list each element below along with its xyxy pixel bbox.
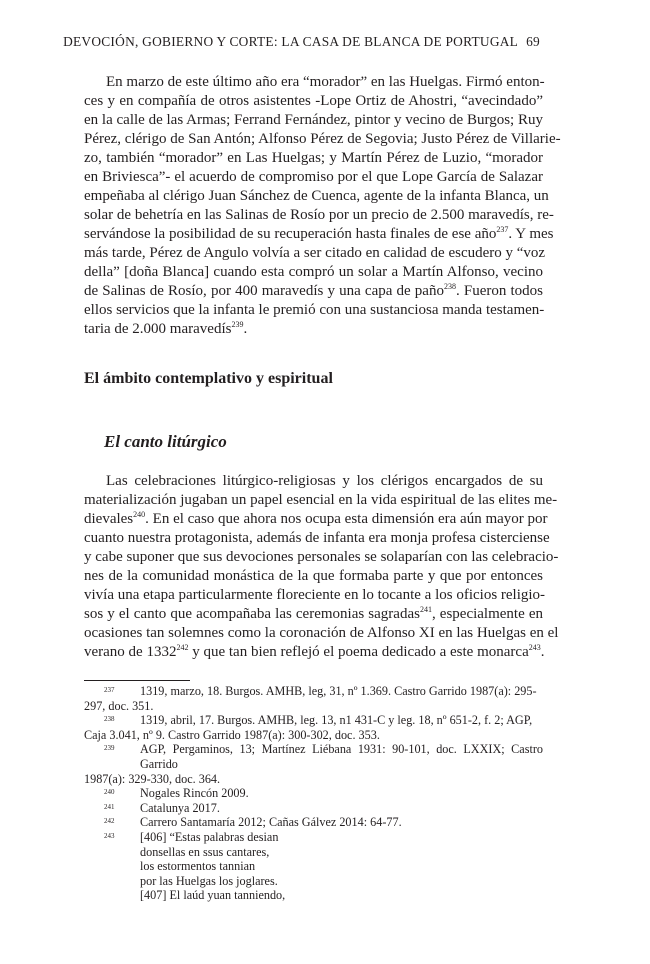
footnote-text: 1319, marzo, 18. Burgos. AMHB, leg, 31, nº 1.369. Castro Garrido 1987(a): 295-: [140, 684, 537, 698]
text-line: dievales$^{240}$. En el caso que ahora nos ocupa esta dimensión era aún mayor por: [84, 510, 548, 527]
text-line: verano de 1332$^{242}$ y que tan bien reflejó el poema dedicado a este monarca$^{243}$.: [84, 643, 545, 660]
footnote-number: 237: [104, 686, 115, 694]
footnote: [84, 742, 543, 786]
footnote-text: Carrero Santamaría 2012; Cañas Gálvez 2014: 64-77.: [140, 815, 402, 830]
footnote-number: 240: [104, 788, 115, 797]
footnote-number: 238: [104, 715, 115, 724]
text-line: zo, también “morador” en Las Huelgas; y Martín Pérez de Luzio, “morador: [84, 150, 543, 166]
text-line: cuanto nuestra protagonista, además de infanta era monja profesa cisterciense: [84, 530, 550, 546]
paragraph-2: [84, 472, 559, 662]
footnote: [84, 801, 543, 816]
footnote-ref[interactable]: 241: [419, 605, 432, 614]
poem-line: por las Huelgas los joglares.: [140, 873, 278, 888]
page-number: 69: [526, 34, 540, 49]
footnote: [84, 815, 543, 830]
text-line: y cabe suponer que sus devociones personales se solaparían con las celebracio-: [84, 549, 559, 565]
footnote-ref[interactable]: 239: [231, 320, 244, 329]
text-line: ces y en compañía de otros asistentes -Lope Ortiz de Ahostri, “avecindado”: [84, 93, 543, 109]
text-line: Las celebraciones litúrgico-religiosas y los clérigos encargados de su: [106, 473, 543, 489]
text-line: de Salinas de Rosío, por 400 maravedís y una capa de paño$^{238}$. Fueron todos: [84, 282, 543, 299]
text-line: empeñaba al clérigo Juan Sánchez de Cuenca, agente de la infanta Blanca, un: [84, 188, 549, 204]
poem-line: los estormentos tannian: [140, 859, 256, 874]
footnote-text: Catalunya 2017.: [140, 800, 220, 815]
footnote-text: Nogales Rincón 2009.: [140, 786, 249, 801]
footnote: [84, 713, 543, 742]
footnote-text: 297, doc. 351.: [84, 698, 154, 713]
text-line: sos y el canto que acompañaba las ceremonias sagradas$^{241}$, especialmente en: [84, 605, 543, 622]
footnote-text: Caja 3.041, nº 9. Castro Garrido 1987(a): 300-302, doc. 353.: [84, 727, 380, 742]
footnotes: [84, 684, 543, 903]
poem-line: donsellas en ssus cantares,: [140, 844, 270, 859]
footnote-ref[interactable]: 238: [443, 282, 456, 291]
footnote-divider: [84, 680, 190, 681]
text-line: En marzo de este último año era “morador” en las Huelgas. Firmó enton-: [106, 74, 545, 90]
footnote-text: 1319, abril, 17. Burgos. AMHB, leg. 13, n1 431-C y leg. 18, nº 651-2, f. 2; AGP,: [140, 713, 533, 728]
footnote-text: AGP, Pergaminos, 13; Martínez Liébana 1931: 90-101, doc. LXXIX; Castro Garrido: [140, 742, 543, 771]
text-line: solar de behetría en las Salinas de Rosío por un precio de 2.500 maravedís, re-: [84, 207, 554, 223]
poem-excerpt: [84, 845, 543, 903]
footnote: [84, 684, 543, 713]
footnote-ref[interactable]: 237: [496, 225, 509, 234]
running-header-title: DEVOCIÓN, GOBIERNO Y CORTE: LA CASA DE BLANCA DE PORTUGAL: [63, 34, 519, 49]
text-line: servándose la posibilidad de su recuperación hasta finales de ese año$^{237}$. Y mes: [84, 225, 554, 242]
subsection-heading: El canto litúrgico: [104, 432, 227, 451]
text-line: materialización jugaban un papel esencial en la vida espiritual de las elites me-: [84, 492, 558, 508]
text-line: della” [doña Blanca] cuando esta compró un solar a Martín Alfonso, vecino: [84, 264, 543, 280]
text-line: vivía una etapa particularmente floreciente en lo tocante a los oficios religio-: [84, 587, 546, 603]
paragraph-1: [84, 73, 561, 339]
footnote-number: 243: [104, 831, 115, 840]
footnote-number: 239: [104, 744, 115, 753]
footnote-number: 241: [104, 802, 115, 811]
text-line: en la calle de las Armas; Ferrand Fernández, pintor y vecino de Burgos; Ruy: [84, 112, 543, 128]
footnote-ref[interactable]: 242: [176, 643, 189, 652]
section-heading: El ámbito contemplativo y espiritual: [84, 370, 333, 387]
text-line: ocasiones tan solemnes como la coronación de Alfonso XI en las Huelgas en el: [84, 625, 559, 641]
footnote: [84, 830, 543, 845]
text-line: Pérez, clérigo de San Antón; Alfonso Pérez de Segovia; Justo Pérez de Villarie-: [84, 131, 561, 147]
footnote-ref[interactable]: 240: [133, 510, 146, 519]
text-line: nes de la comunidad monástica de la que formaba parte y que por entonces: [84, 568, 543, 584]
footnote-text: [406] “Estas palabras desian: [140, 829, 279, 844]
footnote: [84, 786, 543, 801]
footnote-number: 242: [104, 817, 115, 826]
text-line: en Briviesca”- el acuerdo de compromiso por el que Lope García de Salazar: [84, 169, 543, 185]
text-line: taria de 2.000 maravedís$^{239}$.: [84, 320, 248, 337]
footnote-text: 1987(a): 329-330, doc. 364.: [84, 771, 221, 786]
footnote-ref[interactable]: 243: [528, 643, 541, 652]
running-header: [63, 34, 540, 50]
text-line: ellos servicios que la infanta le premió con una sustanciosa manda testamen-: [84, 302, 545, 318]
poem-line: [407] El laúd yuan tanniendo,: [140, 888, 286, 903]
text-line: más tarde, Pérez de Angulo volvía a ser citado en calidad de escudero y “voz: [84, 245, 546, 261]
